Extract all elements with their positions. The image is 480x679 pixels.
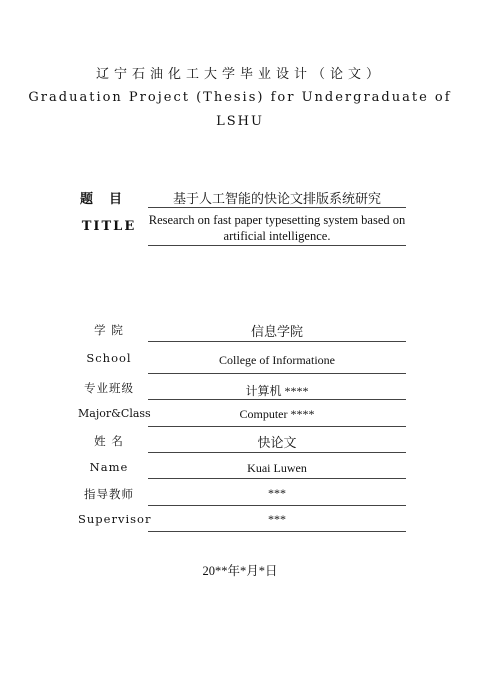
supervisor-cn-label: 指导教师	[84, 487, 134, 501]
supervisor-en-underline	[148, 531, 406, 532]
name-cn-label: 姓 名	[94, 434, 124, 448]
major-en-underline	[148, 426, 406, 427]
major-en-value: Computer ****	[239, 407, 315, 421]
school-cn-label: 学 院	[94, 323, 124, 337]
university-title-cn: 辽宁石油化工大学毕业设计（论文）	[95, 67, 384, 82]
major-cn-value: 计算机 ****	[245, 384, 309, 398]
major-cn-underline	[148, 399, 406, 400]
school-en-value: College of Informatione	[219, 353, 335, 367]
title-label-en: TITLE	[81, 219, 137, 234]
major-en-label: Major&Class	[78, 407, 151, 420]
name-en-label: Name	[89, 460, 129, 474]
university-abbrev: LSHU	[216, 114, 264, 129]
supervisor-cn-underline	[148, 505, 406, 506]
supervisor-en-label: Supervisor	[78, 512, 152, 526]
project-title-en: Graduation Project (Thesis) for Undergraduate of	[28, 90, 452, 105]
name-en-underline	[148, 478, 406, 479]
name-en-value: Kuai Luwen	[247, 461, 307, 475]
school-en-label: School	[86, 351, 132, 365]
name-cn-underline	[148, 452, 406, 453]
supervisor-cn-value: ***	[268, 486, 286, 500]
school-en-underline	[148, 373, 406, 374]
title-en-underline	[148, 245, 406, 246]
title-value-en: Research on fast paper typesetting system based on artificial intelligence.	[148, 213, 406, 243]
title-cn-underline	[148, 207, 406, 208]
title-value-cn: 基于人工智能的快论文排版系统研究	[172, 191, 381, 206]
school-cn-value: 信息学院	[250, 324, 303, 339]
name-cn-value: 快论文	[257, 435, 297, 450]
supervisor-en-value: ***	[268, 512, 286, 526]
submission-date: 20**年*月*日	[202, 564, 278, 578]
major-cn-label: 专业班级	[84, 381, 134, 395]
title-label-cn: 题目	[79, 192, 138, 207]
school-cn-underline	[148, 341, 406, 342]
